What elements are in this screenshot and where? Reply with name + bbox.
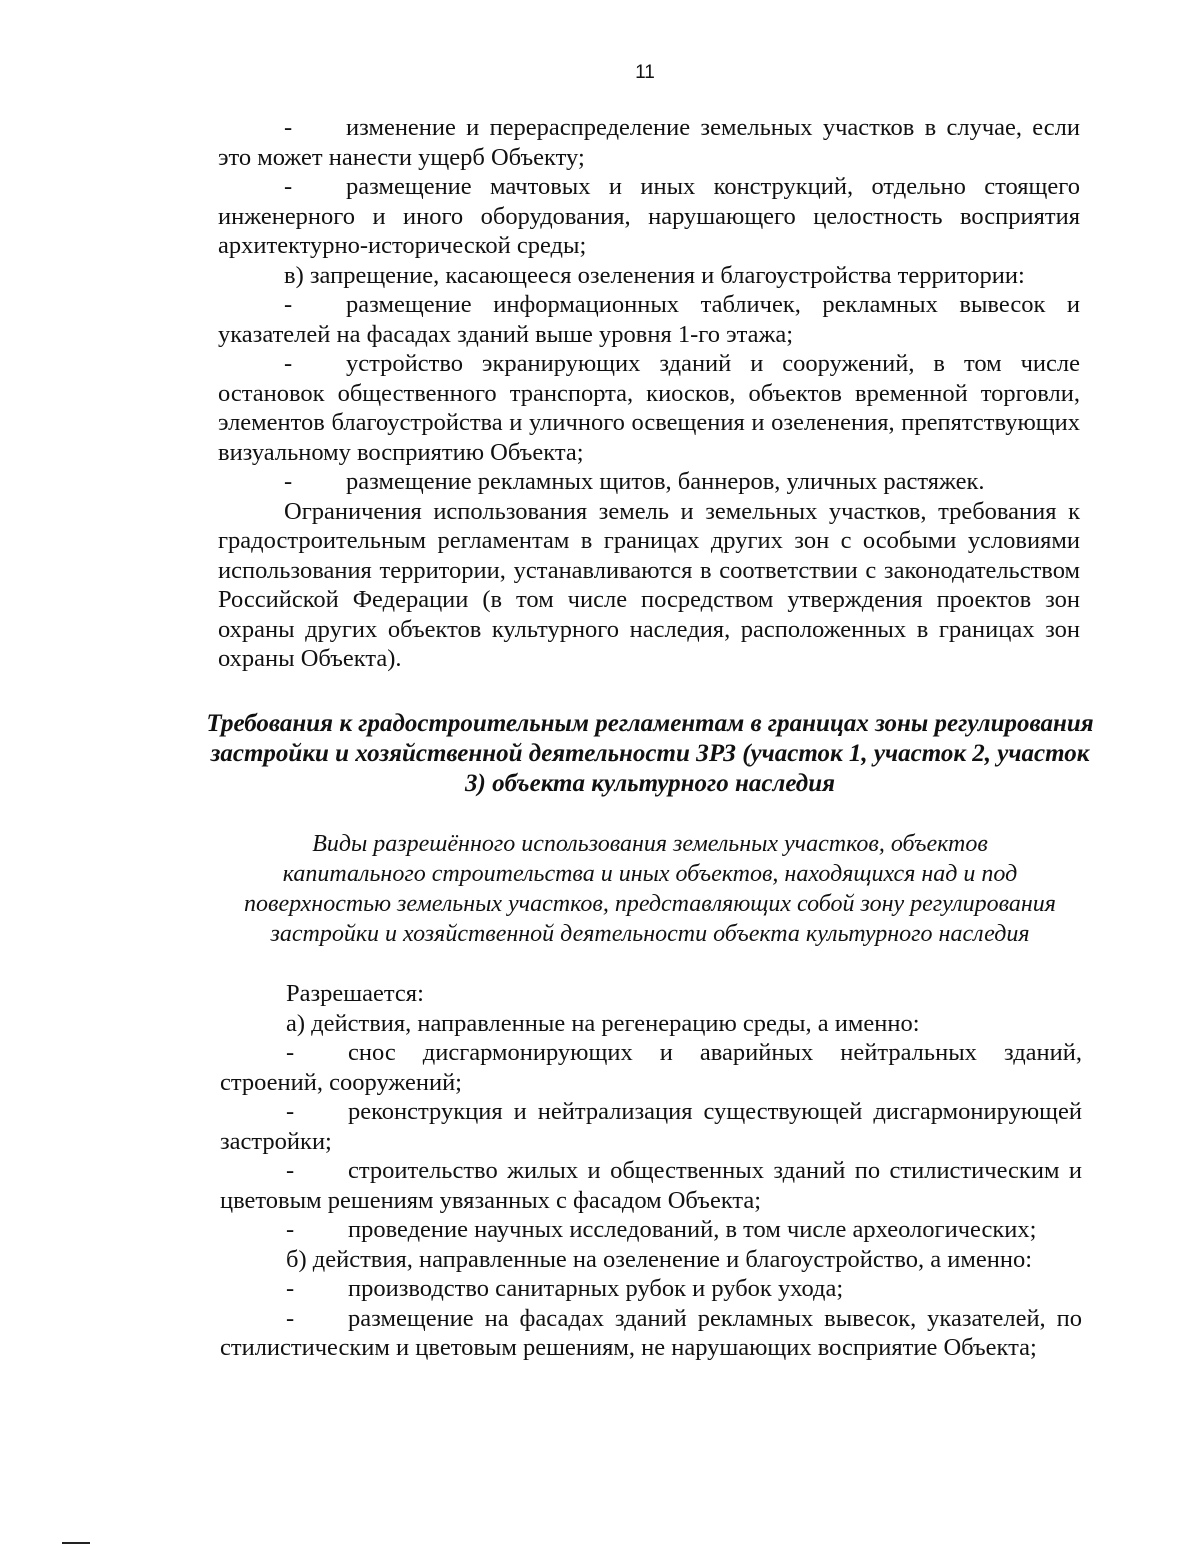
dash-marker: - (284, 291, 293, 318)
paragraph: Ограничения использования земель и земельных участков, требования к градостроительным регламентам в границах других зон с особыми условиями использования территории, устанавливаются в соответствии с законодательством Российской Федерации (в том числе посредством утверждения проектов зон охраны других объектов культурного наследия, расположенных в границах зон охраны Объекта). (218, 497, 1080, 672)
paragraph: Разрешается: (286, 980, 424, 1007)
dash-marker: - (286, 1157, 295, 1184)
list-item: - изменение и перераспределение земельных участков в случае, если это может нанести ущерб Объекту; (218, 114, 1080, 171)
dash-marker: - (286, 1275, 295, 1302)
scan-mark (62, 1542, 90, 1544)
dash-marker: - (284, 468, 293, 495)
body-text-part-1 (218, 113, 1080, 674)
list-item: - размещение на фасадах зданий рекламных вывесок, указателей, по стилистическим и цветовым решениям, не нарушающих восприятие Объекта; (220, 1304, 1082, 1361)
list-item: - размещение информационных табличек, рекламных вывесок и указателей на фасадах зданий выше уровня 1-го этажа; (218, 291, 1080, 348)
dash-marker: - (284, 350, 293, 377)
dash-marker: - (286, 1098, 295, 1125)
list-item: - устройство экранирующих зданий и сооружений, в том числе остановок общественного транспорта, киосков, объектов временной торговли, элементов благоустройства и уличного освещения и озеленения, препятствующих визуальному восприятию Объекта; (218, 350, 1080, 466)
dash-marker: - (286, 1216, 295, 1243)
paragraph: б) действия, направленные на озеленение и благоустройство, а именно: (286, 1245, 1033, 1273)
list-item: - размещение рекламных щитов, баннеров, уличных растяжек. (284, 468, 985, 495)
dash-marker: - (284, 173, 293, 200)
paragraph: а) действия, направленные на регенерацию среды, а именно: (286, 1009, 920, 1037)
section-subheading: Виды разрешённого использования земельных участков, объектов капитального строительства и иных объектов, находящихся над и под поверхностью земельных участков, представляющих собой зону регулирования застройки и хозяйственной деятельности объекта культурного наследия (244, 831, 1056, 947)
list-item: - реконструкция и нейтрализация существующей дисгармонирующей застройки; (220, 1098, 1082, 1155)
dash-marker: - (286, 1304, 295, 1332)
list-item: - размещение мачтовых и иных конструкций, отдельно стоящего инженерного и иного оборудования, нарушающего целостность восприятия архитектурно-исторической среды; (218, 173, 1080, 259)
list-item: - производство санитарных рубок и рубок ухода; (286, 1275, 844, 1302)
page-number: 11 (635, 62, 655, 83)
dash-marker: - (286, 1039, 295, 1066)
list-item: - строительство жилых и общественных зданий по стилистическим и цветовым решениям увязанных с фасадом Объекта; (220, 1157, 1082, 1214)
list-item: - снос дисгармонирующих и аварийных нейтральных зданий, строений, сооружений; (220, 1039, 1082, 1096)
section-heading: Требования к градостроительным регламентам в границах зоны регулирования застройки и хозяйственной деятельности ЗРЗ (участок 1, участок 2, участок 3) объекта культурного наследия (206, 710, 1094, 797)
list-item: - проведение научных исследований, в том числе археологических; (286, 1216, 1037, 1243)
dash-marker: - (284, 114, 293, 141)
body-text-part-2 (220, 979, 1082, 1363)
paragraph: в) запрещение, касающееся озеленения и благоустройства территории: (284, 261, 1025, 289)
